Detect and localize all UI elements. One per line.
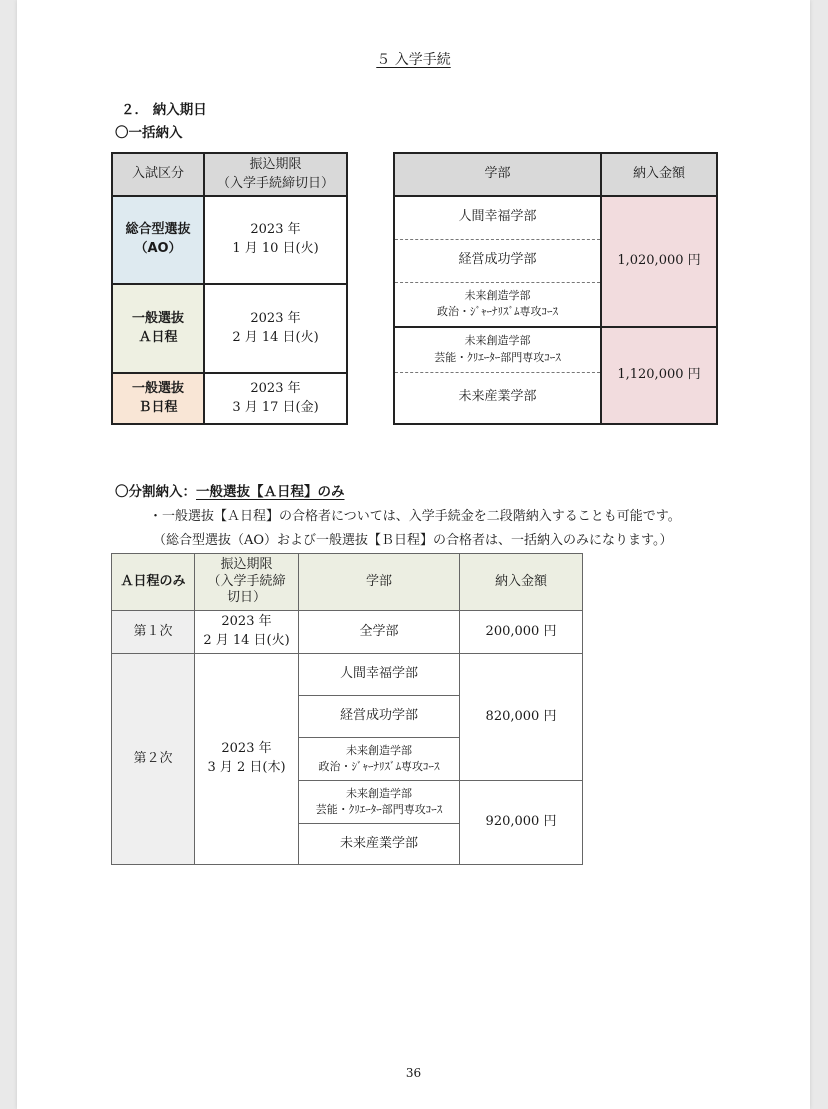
second-faculty-ningen: 人間幸福学部 xyxy=(299,654,460,696)
first-installment-amount: 200,000 円 xyxy=(460,611,583,654)
first-installment-label: 第１次 xyxy=(112,611,195,654)
header-deadline: 振込期限 （入学手続締切日） xyxy=(204,153,347,196)
amount-group-1: 1,020,000 円 xyxy=(601,196,717,327)
header-deadline-3: 振込期限 （入学手続締 切日） xyxy=(195,554,299,611)
header-a-only: Ａ日程のみ xyxy=(112,554,195,611)
faculty-mirai-arts: 未来創造学部 芸能・ｸﾘｴｰﾀｰ部門専攻ｺｰｽ xyxy=(394,327,601,372)
second-faculty-keiei: 経営成功学部 xyxy=(299,696,460,738)
exam-type-a: 一般選抜 Ａ日程 xyxy=(112,284,204,373)
first-installment-deadline: 2023 年 2 月 14 日(火) xyxy=(195,611,299,654)
first-installment-faculty: 全学部 xyxy=(299,611,460,654)
second-installment-deadline: 2023 年 3 月 2 日(木) xyxy=(195,654,299,865)
deadline-ao: 2023 年 1 月 10 日(火) xyxy=(204,196,347,284)
lump-sum-heading: 〇一括納入 xyxy=(115,125,183,141)
deadline-b: 2023 年 3 月 17 日(金) xyxy=(204,373,347,424)
exam-type-b: 一般選抜 Ｂ日程 xyxy=(112,373,204,424)
chapter-title: ５ 入学手続 xyxy=(376,52,451,68)
second-faculty-sangyo: 未来産業学部 xyxy=(299,824,460,865)
deadline-a: 2023 年 2 月 14 日(火) xyxy=(204,284,347,373)
deadline-table xyxy=(111,152,348,425)
header-amount-3: 納入金額 xyxy=(460,554,583,611)
amount-table xyxy=(393,152,718,425)
faculty-sangyo: 未来産業学部 xyxy=(394,372,601,424)
header-faculty-3: 学部 xyxy=(299,554,460,611)
exam-type-ao: 総合型選抜 （AO） xyxy=(112,196,204,284)
header-amount: 納入金額 xyxy=(601,153,717,196)
faculty-mirai-politics: 未来創造学部 政治・ｼﾞｬｰﾅﾘｽﾞﾑ専攻ｺｰｽ xyxy=(394,282,601,327)
header-faculty: 学部 xyxy=(394,153,601,196)
second-installment-label: 第２次 xyxy=(112,654,195,865)
document-page xyxy=(17,0,810,1109)
second-amount-group-2: 920,000 円 xyxy=(460,781,583,865)
page-number: 36 xyxy=(405,1066,422,1080)
installment-note-1: ・一般選抜【Ａ日程】の合格者については、入学手続金を二段階納入することも可能です。 xyxy=(149,509,681,524)
installment-table xyxy=(111,553,583,865)
faculty-keiei: 経営成功学部 xyxy=(394,239,601,282)
installment-note-2: （総合型選抜（AO）および一般選抜【Ｂ日程】の合格者は、一括納入のみになります。） xyxy=(153,533,673,548)
amount-group-2: 1,120,000 円 xyxy=(601,327,717,424)
second-amount-group-1: 820,000 円 xyxy=(460,654,583,781)
second-faculty-mirai-politics: 未来創造学部 政治・ｼﾞｬｰﾅﾘｽﾞﾑ専攻ｺｰｽ xyxy=(299,738,460,781)
second-faculty-mirai-arts: 未来創造学部 芸能・ｸﾘｴｰﾀｰ部門専攻ｺｰｽ xyxy=(299,781,460,824)
section-title: ２． 納入期日 xyxy=(121,102,207,118)
faculty-ningen: 人間幸福学部 xyxy=(394,196,601,239)
header-exam-type: 入試区分 xyxy=(112,153,204,196)
installment-heading: 〇分割納入：一般選抜【Ａ日程】のみ xyxy=(115,484,345,500)
